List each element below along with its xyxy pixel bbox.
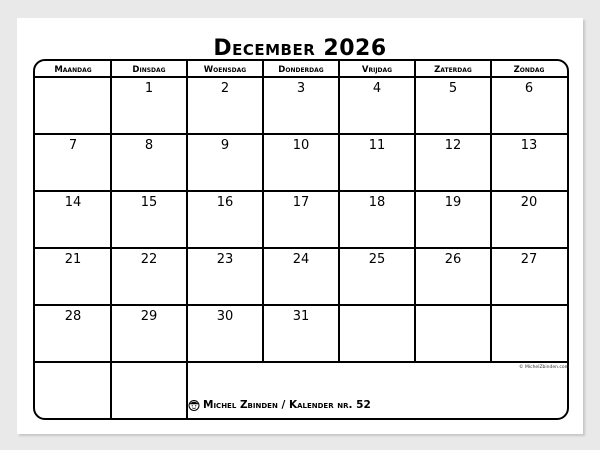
day-number: 7	[68, 138, 78, 153]
day-number: 14	[64, 195, 82, 210]
weekday-header: Zondag	[513, 65, 545, 75]
day-number: 19	[444, 195, 462, 210]
day-number: 1	[144, 81, 154, 96]
weekday-header: Dinsdag	[132, 65, 166, 75]
day-number: 15	[140, 195, 158, 210]
grid-line	[414, 61, 416, 361]
day-number: 11	[368, 138, 386, 153]
copyright-credit: © MichelZbinden.com	[519, 365, 569, 370]
grid-line	[490, 61, 492, 361]
day-number: 21	[64, 252, 82, 267]
weekday-header: Donderdag	[278, 65, 324, 75]
day-number: 30	[216, 309, 234, 324]
day-number: 24	[292, 252, 310, 267]
day-number: 23	[216, 252, 234, 267]
calendar-grid	[33, 59, 569, 420]
day-number: 4	[372, 81, 382, 96]
day-number: 9	[220, 138, 230, 153]
grid-line	[110, 61, 112, 418]
day-number: 26	[444, 252, 462, 267]
grid-line	[35, 304, 567, 306]
day-number: 2	[220, 81, 230, 96]
grid-line	[186, 61, 188, 418]
day-number: 28	[64, 309, 82, 324]
footer-caption	[188, 399, 371, 411]
grid-line	[35, 190, 567, 192]
day-number: 17	[292, 195, 310, 210]
day-number: 8	[144, 138, 154, 153]
smiley-face-icon	[188, 399, 200, 411]
weekday-header: Zaterdag	[434, 65, 472, 75]
day-number: 10	[292, 138, 310, 153]
weekday-header: Vrijdag	[361, 65, 393, 75]
day-number: 6	[524, 81, 534, 96]
day-number: 18	[368, 195, 386, 210]
grid-line	[35, 76, 567, 78]
day-number: 16	[216, 195, 234, 210]
calendar-page	[17, 18, 583, 434]
grid-line	[35, 133, 567, 135]
day-number: 20	[520, 195, 538, 210]
day-number: 3	[296, 81, 306, 96]
grid-line	[35, 361, 567, 363]
day-number: 22	[140, 252, 158, 267]
calendar-title: December 2026	[213, 36, 387, 61]
day-number: 31	[292, 309, 310, 324]
day-number: 27	[520, 252, 538, 267]
weekday-header: Woensdag	[203, 65, 247, 75]
day-number: 25	[368, 252, 386, 267]
weekday-header: Maandag	[54, 65, 92, 75]
day-number: 29	[140, 309, 158, 324]
day-number: 13	[520, 138, 538, 153]
day-number: 12	[444, 138, 462, 153]
footer-text: Michel Zbinden / Kalender nr. 52	[203, 399, 371, 411]
day-number: 5	[448, 81, 458, 96]
grid-line	[35, 247, 567, 249]
